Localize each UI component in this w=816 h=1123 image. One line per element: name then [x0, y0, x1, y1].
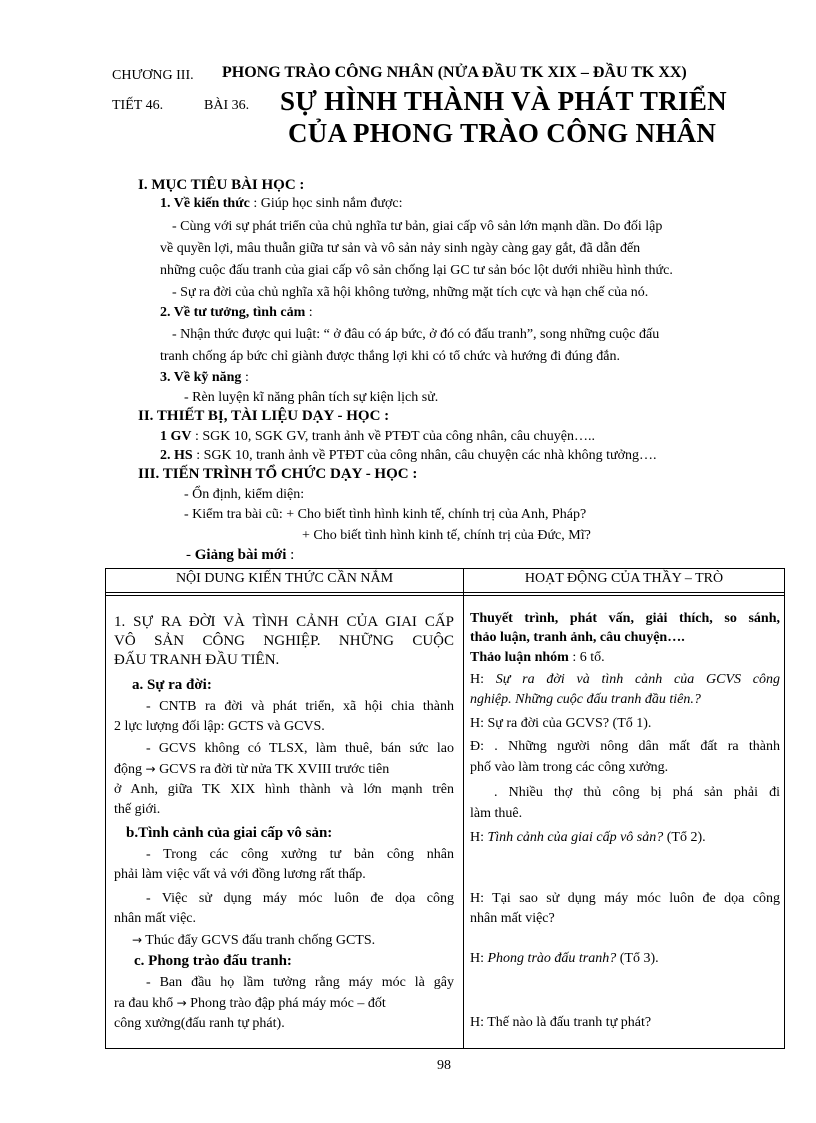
subsection-a-p1 — [114, 697, 454, 737]
group-discussion — [470, 648, 605, 668]
page-title-line2: CỦA PHONG TRÀO CÔNG NHÂN — [288, 118, 717, 148]
skills-line — [160, 370, 249, 386]
knowledge-p1-line1: - Cùng với sự phát triển của chủ nghĩa tư bản, giai cấp vô sản lớn mạnh dần. Do đối lập — [172, 219, 663, 234]
skills-label: 3. Về kỹ năng — [160, 370, 242, 385]
table-header-divider-2 — [106, 595, 784, 596]
b-p2-line2: nhân mất việc. — [114, 911, 197, 926]
lesson-number — [204, 98, 249, 114]
section-title-line2: VÔ SẢN CÔNG NGHIỆP. NHỮNG CUỘC — [114, 633, 454, 649]
gv-label: 1 GV — [160, 429, 192, 444]
lesson-label: TIẾT 46. — [112, 98, 164, 113]
subsection-b-p2 — [114, 889, 454, 929]
question-3 — [470, 889, 780, 929]
ans2-line2: làm thuê. — [470, 806, 523, 821]
process-line2: - Kiểm tra bài cũ: + Cho biết tình hình kinh tế, chính trị của Anh, Pháp? — [184, 507, 587, 522]
page-number: 98 — [437, 1058, 451, 1073]
section-title-line1: 1. SỰ RA ĐỜI VÀ TÌNH CẢNH CỦA GIAI CẤP — [114, 614, 454, 630]
knowledge-p1-line3: những cuộc đấu tranh của giai cấp vô sản chống lại GC tư sản bóc lột dưới nhiều hình thức. — [160, 263, 673, 278]
b-p1-line1: - Trong các công xưởng tư bản công nhân — [146, 847, 454, 862]
process-heading: III. TIẾN TRÌNH TỔ CHỨC DẠY - HỌC : — [138, 466, 418, 482]
ans1-line1: Đ: . Những người nông dân mất đất ra thành — [470, 739, 780, 754]
table-column-divider — [463, 569, 464, 1048]
objectives-heading: I. MỤC TIÊU BÀI HỌC : — [138, 177, 305, 193]
knowledge-intro: : Giúp học sinh nắm được: — [249, 196, 403, 211]
chapter-line — [112, 66, 194, 84]
b-p2-line1: - Việc sử dụng máy móc luôn đe dọa công — [146, 891, 454, 906]
methods — [470, 609, 780, 647]
subsection-a-p2 — [114, 739, 454, 820]
hs-text: : SGK 10, tranh ảnh về PTĐT của công nhân, câu chuyện các nhà không tưởng…. — [192, 448, 657, 463]
question-main — [470, 670, 780, 710]
subsection-c-title: c. Phong trào đấu tranh: — [134, 953, 292, 969]
a-p2-line4: thế giới. — [114, 802, 161, 817]
q2-text: Tình cảnh của giai cấp vô sản? — [487, 830, 664, 845]
chapter-title: PHONG TRÀO CÔNG NHÂN (NỬA ĐẦU TK XIX – ĐẦU TK XX) — [222, 64, 687, 81]
equipment-hs — [160, 448, 656, 464]
c-p1-line3: công xưởng(đấu ranh tự phát). — [114, 1016, 285, 1031]
c-p1-line2a: ra đau khổ — [114, 996, 177, 1011]
q2-suffix: (Tổ 2). — [663, 830, 706, 845]
skills-line1: - Rèn luyện kĩ năng phân tích sự kiện lịch sử. — [184, 390, 439, 405]
a-p2-line2b: GCVS ra đời từ nửa TK XVIII trước tiên — [155, 762, 390, 777]
question-2 — [470, 828, 706, 848]
thought-line2: tranh chống áp bức chỉ giành được thắng lợi khi có tổ chức và hướng đi đúng đắn. — [160, 349, 621, 364]
page-title-line1: SỰ HÌNH THÀNH VÀ PHÁT TRIỂN — [280, 86, 727, 116]
new-lesson-label: Giảng bài mới — [194, 547, 287, 563]
new-lesson-prefix: - — [186, 547, 195, 563]
subsection-a-title: a. Sự ra đời: — [132, 677, 212, 693]
section-title — [114, 613, 454, 670]
new-lesson-colon: : — [286, 547, 295, 563]
ans2-line1: . Nhiều thợ thủ công bị phá sản phải đi — [494, 785, 780, 800]
question-5: H: Thế nào là đấu tranh tự phát? — [470, 1015, 652, 1030]
question-1: H: Sự ra đời của GCVS? (Tổ 1). — [470, 716, 652, 731]
q4-prefix: H: — [470, 951, 488, 966]
subsection-b-p1 — [114, 845, 454, 885]
ans1-line2: phố vào làm trong các công xưởng. — [470, 760, 669, 775]
methods-line2: thảo luận, tranh ảnh, câu chuyện…. — [470, 630, 685, 645]
q4-suffix: (Tổ 3). — [616, 951, 659, 966]
thought-label: 2. Về tư tưởng, tình cảm — [160, 305, 306, 320]
subsection-b-title: b.Tình cảnh của giai cấp vô sản: — [126, 825, 333, 841]
skills-colon: : — [241, 370, 249, 385]
answer-2 — [470, 782, 780, 824]
a-p2-line2 — [114, 759, 454, 780]
b-p1-line2: phải làm việc vất vả với đồng lương rất thấp. — [114, 867, 366, 882]
hs-label: 2. HS — [160, 448, 193, 463]
group-label: Thảo luận nhóm — [470, 650, 569, 665]
q-main-text: Sự ra đời và tình cảnh của GCVS công — [495, 672, 781, 687]
q-main-prefix: H: — [470, 672, 496, 687]
table-header-col2: HOẠT ĐỘNG CỦA THẦY – TRÒ — [524, 571, 724, 586]
a-p1-line1: - CNTB ra đời và phát triển, xã hội chia thành — [146, 699, 454, 714]
content-table — [105, 568, 785, 1049]
q2-prefix: H: — [470, 830, 488, 845]
a-p2-line3: ở Anh, giữa TK XIX hình thành và lớn mạnh trên — [114, 782, 454, 797]
c-p1-line2b: Phong trào đập phá máy móc – đốt — [186, 996, 386, 1011]
table-header-col1: NỘI DUNG KIẾN THỨC CẦN NẮM — [175, 571, 394, 586]
q4-text: Phong trào đấu tranh? — [487, 951, 617, 966]
new-lesson-line — [186, 547, 294, 564]
arrow-icon: → — [176, 996, 187, 1010]
a-p1-line2: 2 lực lượng đối lập: GCTS và GCVS. — [114, 719, 325, 734]
gv-text: : SGK 10, SGK GV, tranh ảnh về PTĐT của công nhân, câu chuyện….. — [191, 429, 595, 444]
subsection-b-p3 — [132, 930, 375, 951]
q3-line1: H: Tại sao sử dụng máy móc luôn đe dọa công — [470, 891, 780, 906]
arrow-icon: → — [145, 762, 156, 776]
equipment-heading: II. THIẾT BỊ, TÀI LIỆU DẠY - HỌC : — [138, 408, 390, 424]
knowledge-p2: - Sự ra đời của chủ nghĩa xã hội không tưởng, những mặt tích cực và hạn chế của nó. — [172, 285, 649, 300]
thought-line — [160, 305, 313, 321]
arrow-icon: → — [132, 933, 143, 947]
methods-line1: Thuyết trình, phát vấn, giải thích, so sánh, — [470, 611, 780, 626]
knowledge-p1-line2: về quyền lợi, mâu thuẫn giữa tư sản và vô sản nảy sinh ngày càng gay gắt, đã dẫn đến — [160, 241, 641, 256]
knowledge-line — [160, 196, 402, 212]
process-line3: + Cho biết tình hình kinh tế, chính trị của Đức, Mĩ? — [302, 528, 591, 543]
q-main-line2: nghiệp. Những cuộc đấu tranh đầu tiên.? — [470, 692, 701, 707]
table-header-divider — [106, 592, 784, 593]
q-main-line1 — [470, 670, 780, 690]
lesson-number-text: BÀI 36. — [204, 98, 250, 113]
chapter-label: CHƯƠNG III. — [112, 68, 194, 83]
a-p2-line2a: động — [114, 762, 146, 777]
subsection-c-p1 — [114, 973, 454, 1034]
question-4 — [470, 949, 659, 969]
equipment-gv — [160, 429, 595, 445]
process-line1: - Ổn định, kiểm diện: — [184, 487, 305, 502]
a-p2-line1: - GCVS không có TLSX, làm thuê, bán sức lao — [146, 741, 454, 756]
c-p1-line1: - Ban đầu họ lầm tưởng rằng máy móc là gây — [146, 975, 454, 990]
group-text: : 6 tổ. — [568, 650, 605, 665]
b-p3-text: Thúc đẩy GCVS đấu tranh chống GCTS. — [142, 933, 376, 948]
section-title-line3: ĐẤU TRANH ĐẦU TIÊN. — [114, 652, 280, 668]
thought-line1: - Nhận thức được qui luật: “ ở đâu có áp bức, ở đó có đấu tranh”, song những cuộc đấu — [172, 327, 660, 342]
answer-1 — [470, 736, 780, 778]
q3-line2: nhân mất việc? — [470, 911, 555, 926]
c-p1-line2 — [114, 993, 454, 1014]
thought-colon: : — [305, 305, 313, 320]
knowledge-label: 1. Về kiến thức — [160, 196, 250, 211]
